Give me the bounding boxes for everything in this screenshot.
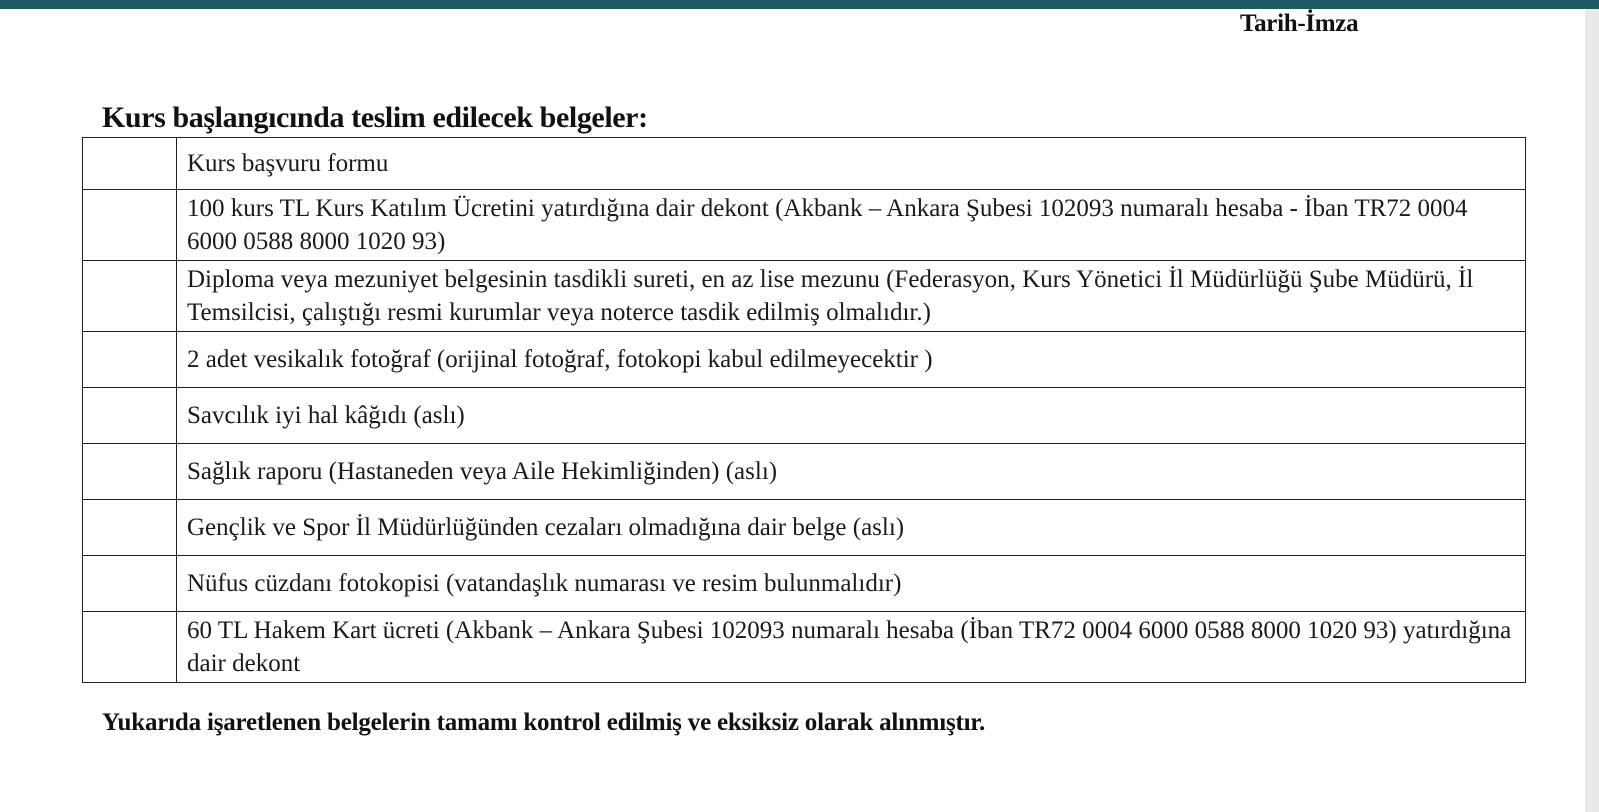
checkbox-cell[interactable] — [83, 332, 177, 388]
date-signature-label: Tarih-İmza — [1240, 10, 1359, 37]
table-row — [83, 556, 1526, 612]
document-item: Sağlık raporu (Hastaneden veya Aile Hekimliğinden) (aslı) — [177, 444, 1526, 500]
document-item: 2 adet vesikalık fotoğraf (orijinal fotoğraf, fotokopi kabul edilmeyecektir ) — [177, 332, 1526, 388]
page-edge-strip — [1585, 9, 1599, 812]
checkbox-cell[interactable] — [83, 500, 177, 556]
checkbox-cell[interactable] — [83, 556, 177, 612]
document-item: Savcılık iyi hal kâğıdı (aslı) — [177, 388, 1526, 444]
documents-table — [82, 137, 1526, 683]
checkbox-cell[interactable] — [83, 444, 177, 500]
table-row — [83, 388, 1526, 444]
table-row — [83, 500, 1526, 556]
document-item: Diploma veya mezuniyet belgesinin tasdikli sureti, en az lise mezunu (Federasyon, Kurs Yönetici İl Müdürlüğü Şube Müdürü, İl Temsilcisi, çalıştığı resmi kurumlar veya noterce tasdik edilmiş olmalıdır.) — [177, 261, 1526, 332]
table-row — [83, 190, 1526, 261]
document-item: Gençlik ve Spor İl Müdürlüğünden cezaları olmadığına dair belge (aslı) — [177, 500, 1526, 556]
checkbox-cell[interactable] — [83, 388, 177, 444]
document-item: 60 TL Hakem Kart ücreti (Akbank – Ankara Şubesi 102093 numaralı hesaba (İban TR72 0004 6000 0588 8000 1020 93) yatırdığına dair dekont — [177, 612, 1526, 683]
table-row — [83, 261, 1526, 332]
section-title: Kurs başlangıcında teslim edilecek belgeler: — [102, 101, 648, 134]
checkbox-cell[interactable] — [83, 190, 177, 261]
table-row — [83, 138, 1526, 190]
document-item: Nüfus cüzdanı fotokopisi (vatandaşlık numarası ve resim bulunmalıdır) — [177, 556, 1526, 612]
confirmation-note: Yukarıda işaretlenen belgelerin tamamı kontrol edilmiş ve eksiksiz olarak alınmıştır. — [102, 709, 986, 736]
checkbox-cell[interactable] — [83, 138, 177, 190]
top-border-bar — [0, 0, 1599, 9]
document-item: 100 kurs TL Kurs Katılım Ücretini yatırdığına dair dekont (Akbank – Ankara Şubesi 102093 numaralı hesaba - İban TR72 0004 6000 0588 8000 1020 93) — [177, 190, 1526, 261]
checkbox-cell[interactable] — [83, 261, 177, 332]
document-item: Kurs başvuru formu — [177, 138, 1526, 190]
checkbox-cell[interactable] — [83, 612, 177, 683]
table-row — [83, 444, 1526, 500]
table-row — [83, 612, 1526, 683]
table-row — [83, 332, 1526, 388]
